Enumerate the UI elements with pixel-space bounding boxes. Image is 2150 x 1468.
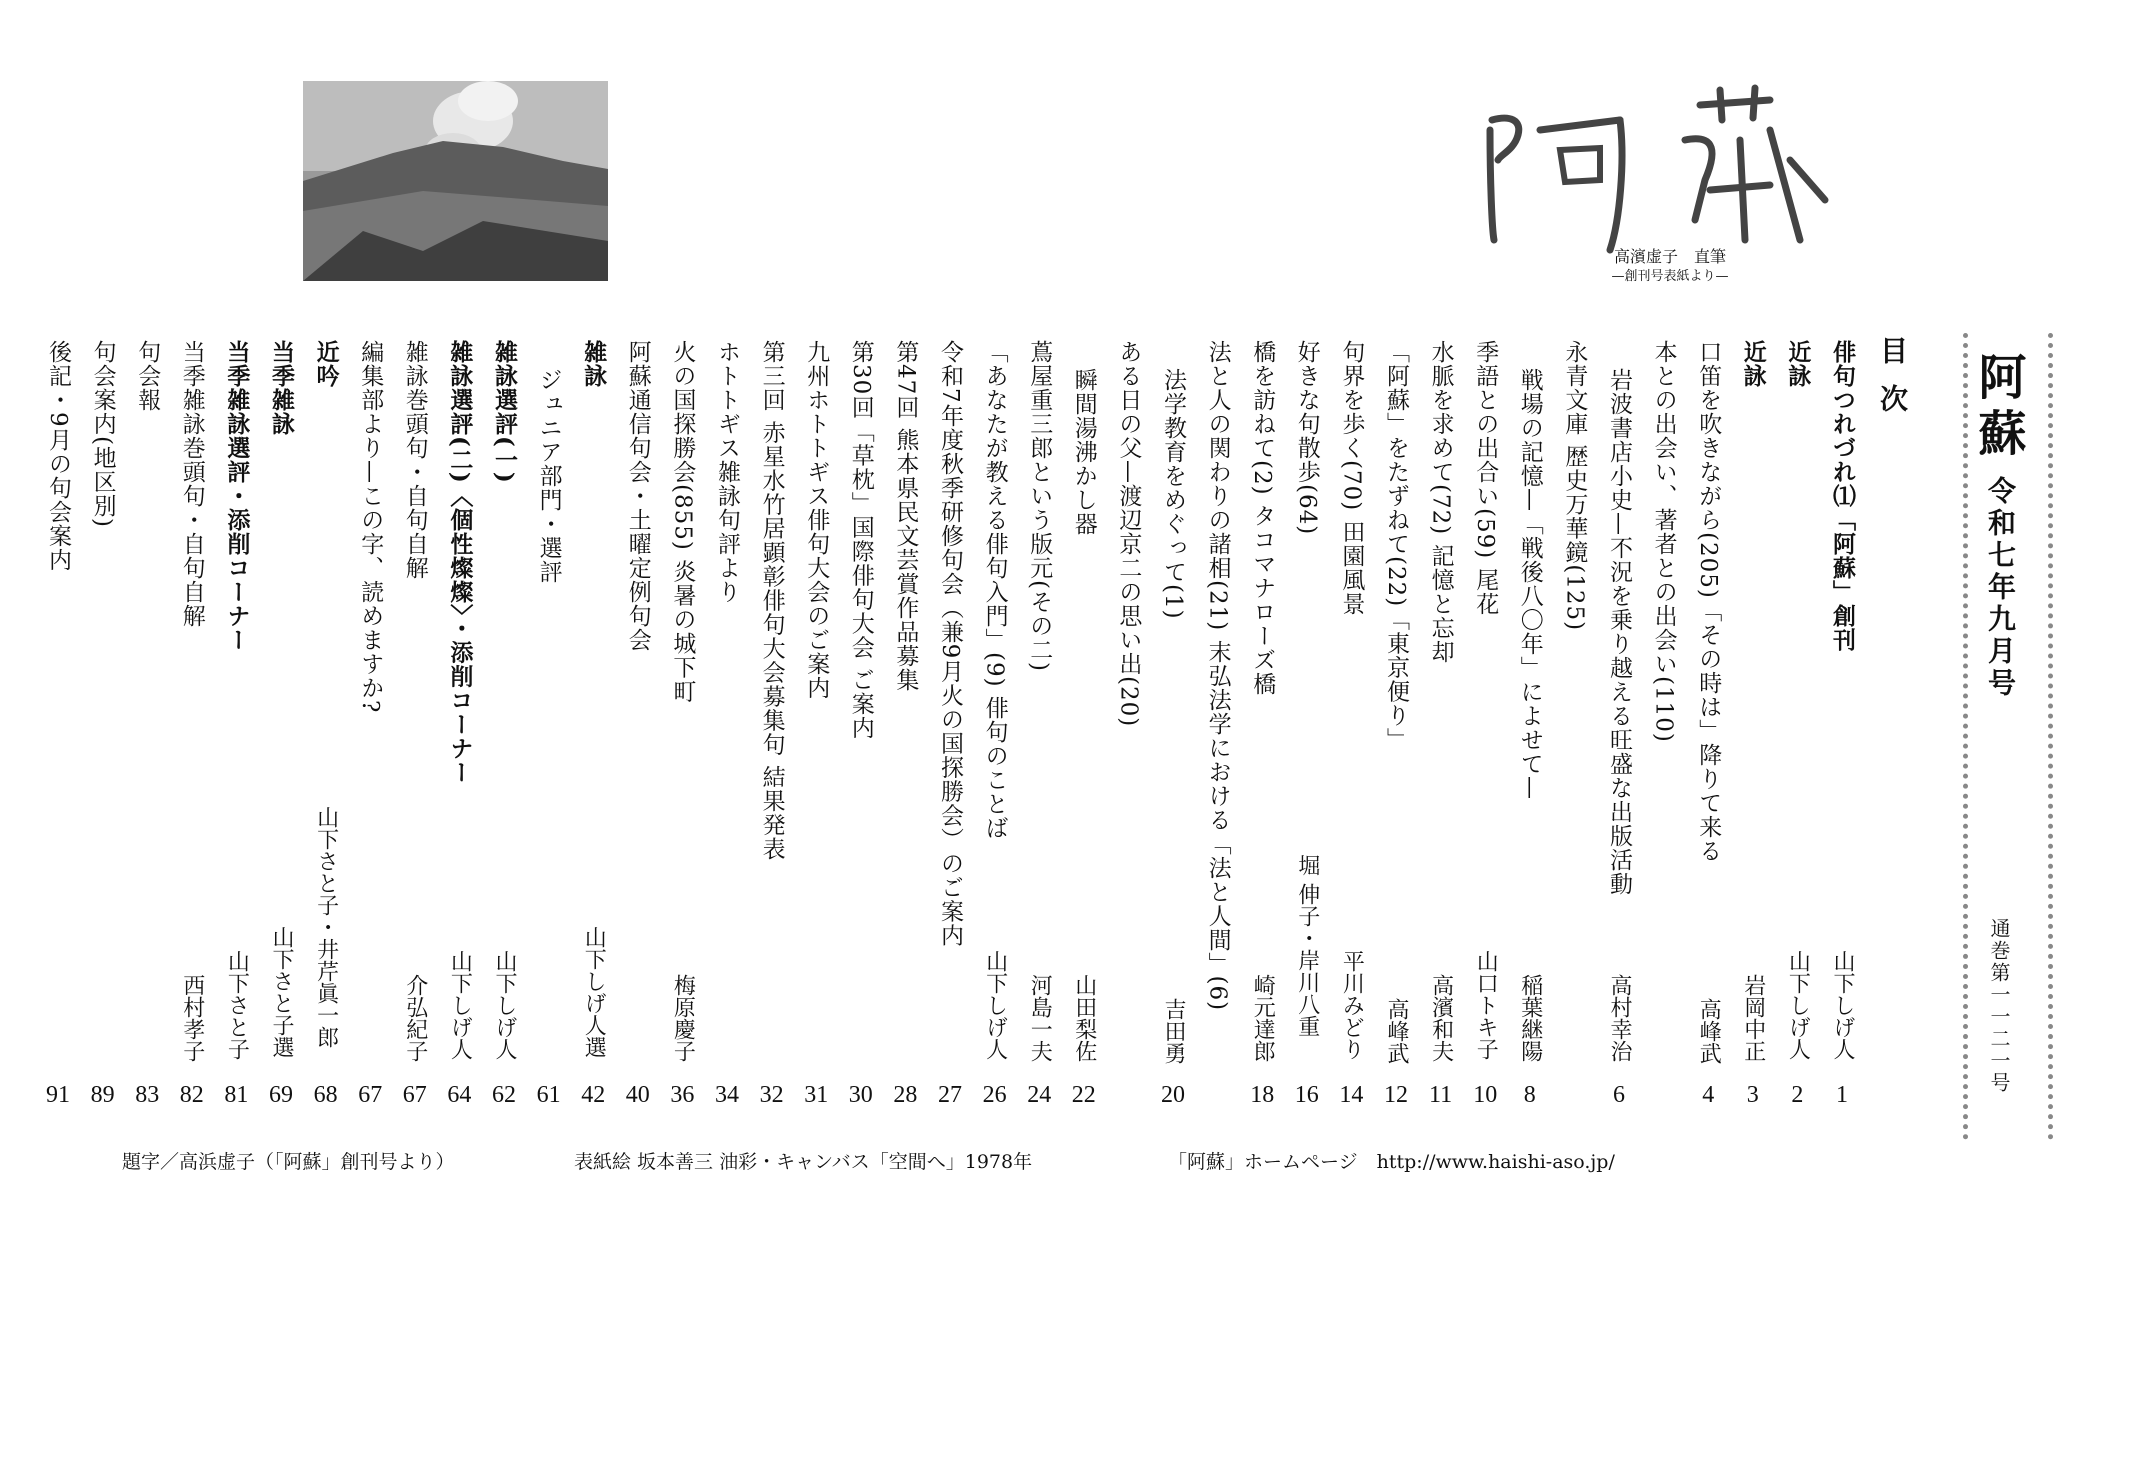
toc-entry-title: 水脈を求めて(72) 記憶と忘却 bbox=[1427, 340, 1454, 664]
toc-entry bbox=[883, 340, 927, 1110]
toc-entry-title: ホトトギス雑詠句評より bbox=[714, 340, 740, 604]
toc-entry bbox=[1731, 340, 1775, 1110]
toc-entry-page: 91 bbox=[46, 1082, 70, 1108]
toc-entry-page: 64 bbox=[447, 1082, 472, 1108]
toc-entry-author: 山下さと子・井芹眞一郎 bbox=[313, 806, 339, 1048]
toc-entry-page: 40 bbox=[625, 1082, 650, 1108]
toc-entry-title: ジュニア部門・選評 bbox=[535, 368, 562, 584]
toc-entry-page: 14 bbox=[1339, 1082, 1364, 1108]
toc-entry-author: 河島一夫 bbox=[1027, 974, 1053, 1062]
toc-entry bbox=[1463, 340, 1507, 1110]
toc-entry bbox=[527, 340, 571, 1110]
toc-entry bbox=[1508, 340, 1552, 1110]
toc-entry-page: 11 bbox=[1429, 1082, 1453, 1108]
toc-entry bbox=[1642, 340, 1686, 1110]
toc-entry-author: 高村幸治 bbox=[1607, 974, 1632, 1062]
toc-entry-page: 4 bbox=[1702, 1082, 1715, 1108]
toc-entry-page: 8 bbox=[1523, 1082, 1536, 1108]
toc-entry-page: 6 bbox=[1613, 1082, 1625, 1108]
toc-entry-title: 雑詠巻頭句・自句自解 bbox=[401, 340, 428, 580]
toc-entry-page: 28 bbox=[893, 1082, 918, 1108]
logo-source: —創刊号表紙より— bbox=[1611, 269, 1729, 284]
footer-cover-credit: 表紙絵 坂本善三 油彩・キャンバス「空間へ」1978年 bbox=[574, 1151, 1033, 1173]
cover-photo bbox=[303, 81, 608, 281]
toc-entry-page: 67 bbox=[358, 1082, 383, 1108]
toc-entry-page: 68 bbox=[313, 1082, 338, 1108]
toc-entry-title: 好きな句散歩(64) bbox=[1293, 340, 1320, 536]
toc-entry bbox=[81, 340, 125, 1110]
toc-entry-title: 口笛を吹きながら(205)「その時は」降りて来る bbox=[1695, 340, 1722, 863]
toc-entry bbox=[1106, 340, 1150, 1110]
toc-entry bbox=[1775, 340, 1819, 1110]
toc-entry-page: 42 bbox=[581, 1082, 606, 1108]
toc-entry bbox=[660, 340, 704, 1110]
toc-entry-page: 31 bbox=[804, 1082, 829, 1108]
toc-entry-title: 令和7年度秋季研修句会（兼9月火の国探勝会）のご案内 bbox=[937, 340, 963, 948]
toc-entry-page: 32 bbox=[759, 1082, 784, 1108]
toc-entry-title: 雑詠 bbox=[580, 340, 608, 388]
toc-entry bbox=[928, 340, 972, 1110]
toc-entry-title: 俳句つれづれ⑴「阿蘇」創刊 bbox=[1829, 340, 1856, 652]
toc-entry-title: 橋を訪ねて(2) タコマナローズ橋 bbox=[1249, 340, 1276, 696]
toc-entry-title: 句会案内(地区別) bbox=[89, 340, 116, 528]
calligraphy-logo bbox=[1470, 60, 1850, 260]
toc-entry-author: 吉田勇 bbox=[1161, 998, 1186, 1064]
toc-entry-title: 句会報 bbox=[134, 340, 161, 412]
toc-entry bbox=[1597, 340, 1641, 1110]
toc-entry bbox=[1240, 340, 1284, 1110]
toc-entry-title: 近吟 bbox=[312, 340, 340, 388]
toc-entry-author: 山下しげ人 bbox=[447, 950, 473, 1060]
toc-entry-page: 34 bbox=[715, 1082, 739, 1108]
masthead-title-col bbox=[1970, 352, 2033, 464]
toc-entry-page: 12 bbox=[1384, 1082, 1408, 1108]
toc-entry-title: 本との出会い、著者との出会い(110) bbox=[1650, 340, 1677, 743]
serial-number: 通巻第一一二一号 bbox=[1987, 918, 2011, 1094]
toc-entry bbox=[482, 340, 526, 1110]
toc-entry-author: 山下しげ人 bbox=[1830, 950, 1855, 1060]
toc-entry-page: 2 bbox=[1791, 1082, 1804, 1108]
toc-entry-author: 山下さと子 bbox=[224, 950, 250, 1060]
toc-entry bbox=[125, 340, 169, 1110]
toc-entry-title: ある日の父—渡辺京二の思い出(20) bbox=[1115, 340, 1142, 728]
toc-entry bbox=[437, 340, 481, 1110]
toc-entry-author: 平川みどり bbox=[1339, 950, 1365, 1060]
toc-entry-page: 61 bbox=[536, 1082, 561, 1108]
toc-entry bbox=[750, 340, 794, 1110]
toc-entry bbox=[1820, 340, 1864, 1110]
toc-entry-title: 当季雑詠巻頭句・自句自解 bbox=[178, 340, 205, 628]
toc-entry-title: 当季雑詠選評・添削コーナー bbox=[223, 340, 251, 652]
toc-entry bbox=[973, 340, 1017, 1110]
toc-entry-author: 高濱和夫 bbox=[1428, 974, 1454, 1062]
logo-caption bbox=[1550, 247, 1790, 287]
toc-entry-page: 20 bbox=[1161, 1082, 1185, 1108]
toc-entry-author: 高峰武 bbox=[1384, 998, 1409, 1064]
magazine-title: 阿蘇 bbox=[1970, 352, 2026, 464]
toc-entry-page: 69 bbox=[269, 1082, 293, 1108]
toc-entry-author: 山下しげ人選 bbox=[581, 926, 607, 1058]
toc-entry-page: 10 bbox=[1473, 1082, 1498, 1108]
toc-entry-page: 89 bbox=[90, 1082, 115, 1108]
toc-entry-page: 3 bbox=[1746, 1082, 1759, 1108]
toc-entry-page: 16 bbox=[1294, 1082, 1319, 1108]
toc-entry-title: 瞬間湯沸かし器 bbox=[1070, 368, 1097, 536]
toc-entry-title: 「阿蘇」をたずねて(22)「東京便り」 bbox=[1383, 340, 1409, 752]
toc-entry bbox=[1285, 340, 1329, 1110]
toc-entry bbox=[705, 340, 749, 1110]
toc-entry-title: 法学教育をめぐって(1) bbox=[1160, 368, 1186, 620]
toc-entry-author: 梅原慶子 bbox=[670, 974, 696, 1062]
toc-entry-page: 1 bbox=[1836, 1082, 1848, 1108]
toc-entry-title: 阿蘇通信句会・土曜定例句会 bbox=[624, 340, 651, 652]
toc-entry-author: 岩岡中正 bbox=[1740, 974, 1766, 1062]
toc-entry-title: 火の国探勝会(855) 炎暑の城下町 bbox=[669, 340, 696, 704]
toc-entry-author: 西村孝子 bbox=[179, 974, 205, 1062]
footer-calligraphy-credit: 題字／高浜虚子（「阿蘇」創刊号より） bbox=[122, 1151, 455, 1173]
toc-entry bbox=[1196, 340, 1240, 1110]
toc-entry-title: 近詠 bbox=[1784, 340, 1812, 388]
toc-entry-title: 永青文庫 歴史万華鏡(125) bbox=[1561, 340, 1588, 632]
issue-label: 令和七年九月号 bbox=[1984, 476, 2017, 700]
toc-entry-author: 介弘紀子 bbox=[402, 974, 428, 1062]
toc-entry-author: 堀 伸子・岸川八重 bbox=[1294, 854, 1320, 1037]
toc-entry-author: 山下さと子選 bbox=[269, 926, 294, 1058]
toc-entry bbox=[1329, 340, 1373, 1110]
toc-entry-page: 67 bbox=[402, 1082, 427, 1108]
toc-entry-title: 戦場の記憶—「戦後八〇年」によせて— bbox=[1516, 368, 1543, 800]
toc-entry bbox=[259, 340, 303, 1110]
toc-entry bbox=[1017, 340, 1061, 1110]
toc-entry bbox=[1686, 340, 1730, 1110]
toc-entry bbox=[1374, 340, 1418, 1110]
toc-entry bbox=[348, 340, 392, 1110]
toc-entry-page: 18 bbox=[1250, 1082, 1275, 1108]
toc-entry-page: 82 bbox=[179, 1082, 204, 1108]
toc-entry bbox=[304, 340, 348, 1110]
toc-entry-title: 「あなたが教える俳句入門」(9) 俳句のことば bbox=[981, 340, 1008, 840]
toc-entry-page: 26 bbox=[982, 1082, 1007, 1108]
toc-entry bbox=[1419, 340, 1463, 1110]
footer-homepage: 「阿蘇」ホームページ http://www.haishi-aso.jp/ bbox=[1168, 1151, 1615, 1173]
toc-entry-page: 27 bbox=[938, 1082, 962, 1108]
toc-entry-page: 83 bbox=[135, 1082, 160, 1108]
toc-entry-title: 雑詠選評(一) bbox=[491, 340, 518, 484]
toc-entry bbox=[571, 340, 615, 1110]
logo-credit: 高濱虚子 直筆 bbox=[1613, 247, 1726, 266]
toc-entry-page: 81 bbox=[224, 1082, 249, 1108]
toc-entry bbox=[616, 340, 660, 1110]
toc-entry bbox=[839, 340, 883, 1110]
toc-entry-author: 山下しげ人 bbox=[492, 950, 517, 1060]
toc-heading: 目次 bbox=[1876, 336, 1909, 432]
toc-entry-page: 62 bbox=[492, 1082, 516, 1108]
toc-entry bbox=[36, 340, 80, 1110]
toc-entry-author: 山田梨佐 bbox=[1071, 974, 1097, 1062]
toc-entry-title: 法と人の関わりの諸相(21) 末弘法学における「法と人間」(6) bbox=[1204, 340, 1231, 1012]
toc-entry bbox=[214, 340, 258, 1110]
toc-entry bbox=[1062, 340, 1106, 1110]
toc-entry-title: 後記・9月の句会案内 bbox=[45, 340, 71, 572]
toc-entry bbox=[1151, 340, 1195, 1110]
toc-entry-title: 近詠 bbox=[1739, 340, 1767, 388]
toc-entry-title: 第30回「草枕」国際俳句大会 ご案内 bbox=[847, 340, 874, 740]
toc-entry-title: 第三回 赤星水竹居顕彰俳句大会募集句 結果発表 bbox=[758, 340, 785, 861]
toc-entry bbox=[794, 340, 838, 1110]
toc-entry-title: 当季雑詠 bbox=[268, 340, 295, 436]
toc-entry-title: 季語との出合い(59) 尾花 bbox=[1472, 340, 1499, 616]
toc-entry bbox=[170, 340, 214, 1110]
toc-entry-author: 山口トキ子 bbox=[1473, 950, 1499, 1060]
toc-entry-title: 九州ホトトギス俳句大会のご案内 bbox=[803, 340, 830, 700]
toc-entry-page: 30 bbox=[848, 1082, 873, 1108]
toc-entry-author: 稲葉継陽 bbox=[1517, 974, 1543, 1062]
toc-entry-page: 36 bbox=[670, 1082, 695, 1108]
toc-entry-author: 高峰武 bbox=[1696, 998, 1722, 1064]
toc-entry bbox=[393, 340, 437, 1110]
toc-entry-title: 雑詠選評(二)〈個性燦燦〉・添削コーナー bbox=[446, 340, 474, 785]
toc-entry-author: 山下しげ人 bbox=[1785, 950, 1811, 1060]
toc-entry-title: 句界を歩く(70) 田園風景 bbox=[1338, 340, 1365, 616]
toc-entry-page: 22 bbox=[1071, 1082, 1096, 1108]
toc-entry-author: 崎元達郎 bbox=[1250, 974, 1276, 1062]
toc-entry bbox=[1552, 340, 1596, 1110]
toc-entry-title: 岩波書店小史—不況を乗り越える旺盛な出版活動 bbox=[1606, 368, 1632, 896]
toc-entry-title: 第47回 熊本県民文芸賞作品募集 bbox=[892, 340, 919, 692]
toc-entry-title: 編集部より—この字、読めますか? bbox=[357, 340, 384, 714]
toc-entry-author: 山下しげ人 bbox=[982, 950, 1008, 1060]
toc-entry-title: 蔦屋重三郎という版元(その二) bbox=[1026, 340, 1053, 672]
toc-entry-page: 24 bbox=[1027, 1082, 1052, 1108]
